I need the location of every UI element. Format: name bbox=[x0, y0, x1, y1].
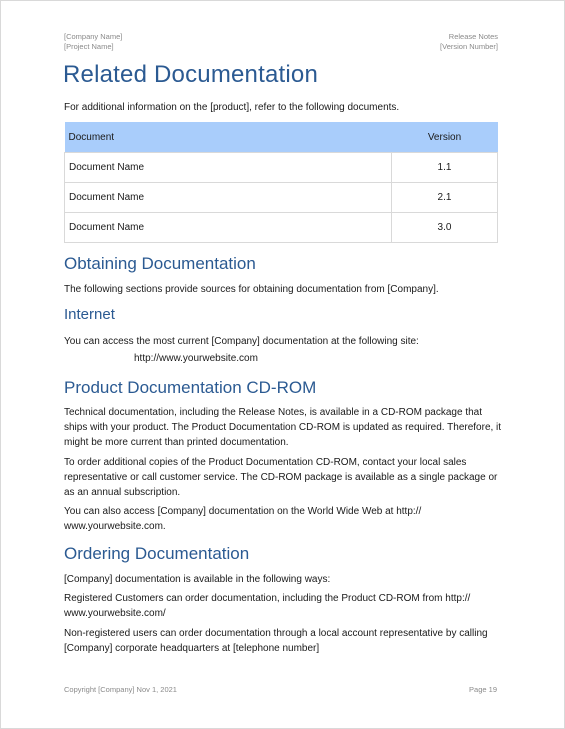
ordering-paragraph-3: Non-registered users can order documentation through a local account representative by calling [Company] corporate headquarters at [telephone number] bbox=[64, 628, 488, 654]
internet-text: You can access the most current [Company] documentation at the following site: bbox=[64, 336, 419, 347]
intro-text: For additional information on the [product], refer to the following documents. bbox=[64, 102, 400, 113]
cdrom-paragraph-3: You can also access [Company] documentation on the World Wide Web at http:// www.yourwebsite.com. bbox=[64, 506, 422, 532]
column-header-version: Version bbox=[392, 122, 498, 153]
document-name-cell: Document Name bbox=[65, 183, 392, 213]
header-project: [Project Name] bbox=[64, 42, 114, 51]
cdrom-heading: Product Documentation CD-ROM bbox=[64, 378, 317, 397]
obtaining-heading: Obtaining Documentation bbox=[64, 254, 256, 273]
internet-heading: Internet bbox=[64, 306, 115, 323]
document-name-cell: Document Name bbox=[65, 153, 392, 183]
version-cell: 3.0 bbox=[392, 213, 498, 243]
ordering-paragraph-2: Registered Customers can order documentation, including the Product CD-ROM from http:// www.yourwebsite.com/ bbox=[64, 593, 471, 619]
page-title: Related Documentation bbox=[63, 61, 319, 88]
document-name-cell: Document Name bbox=[65, 213, 392, 243]
version-cell: 2.1 bbox=[392, 183, 498, 213]
column-header-document: Document bbox=[65, 122, 392, 153]
ordering-paragraph-1: [Company] documentation is available in the following ways: bbox=[64, 574, 331, 585]
header-right bbox=[440, 32, 498, 52]
obtaining-text: The following sections provide sources for obtaining documentation from [Company]. bbox=[64, 284, 439, 295]
footer-copyright: Copyright [Company] Nov 1, 2021 bbox=[64, 685, 177, 694]
header-version: [Version Number] bbox=[440, 42, 498, 51]
website-url: http://www.yourwebsite.com bbox=[134, 353, 258, 364]
table-row bbox=[65, 183, 498, 213]
version-cell: 1.1 bbox=[392, 153, 498, 183]
table-header-row bbox=[65, 122, 498, 153]
footer-page-number: Page 19 bbox=[469, 685, 497, 694]
table-row bbox=[65, 213, 498, 243]
cdrom-paragraph-2: To order additional copies of the Product Documentation CD-ROM, contact your local sales representative or call customer service. The CD-ROM package is available as a single package or as an annual subscription. bbox=[64, 457, 498, 498]
header-left bbox=[64, 32, 122, 52]
header-doc-type: Release Notes bbox=[448, 32, 498, 41]
cdrom-paragraph-1: Technical documentation, including the Release Notes, is available in a CD-ROM package that ships with your product. The Product Documentation CD-ROM is updated as required. Therefore, it might be more current than printed documentation. bbox=[64, 407, 502, 448]
ordering-heading: Ordering Documentation bbox=[64, 544, 250, 563]
documents-table bbox=[64, 122, 498, 243]
header-company: [Company Name] bbox=[64, 32, 123, 41]
table-row bbox=[65, 153, 498, 183]
